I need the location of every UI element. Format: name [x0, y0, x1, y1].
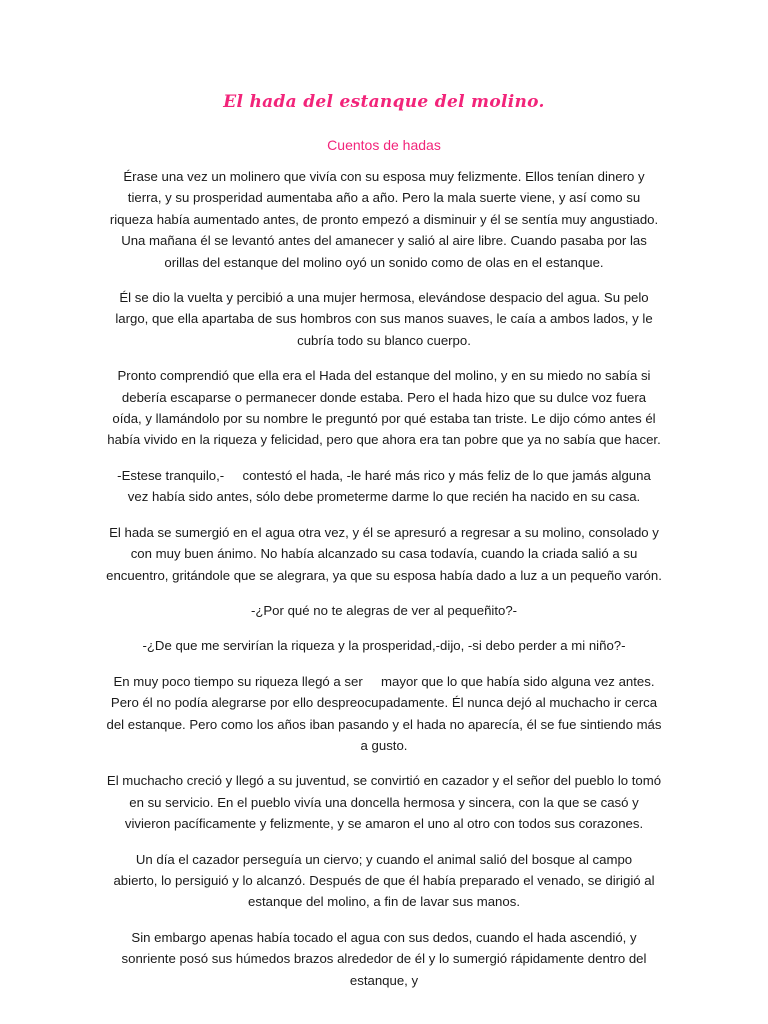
paragraph: En muy poco tiempo su riqueza llegó a ser mayor que lo que había sido alguna vez antes. Pero él no podía alegrarse por ello despreocupadamente. Él nunca dejó al muchacho ir cerca del estanque. Pero como los años iban pasando y el hada no aparecía, él se fue sintiendo más a gusto. [106, 673, 666, 753]
paragraph: -¿De que me servirían la riqueza y la prosperidad,-dijo, -si debo perder a mi niño?- [142, 638, 626, 654]
paragraph: Él se dio la vuelta y percibió a una mujer hermosa, elevándose despacio del agua. Su pelo largo, que ella apartaba de sus hombros con sus manos suaves, le caía a ambos lados, y le cubría todo su blanco cuerpo. [115, 290, 653, 348]
paragraph: El hada se sumergió en el agua otra vez, y él se apresuró a regresar a su molino, consolado y con muy buen ánimo. No había alcanzado su casa todavía, cuando la criada salió a su encuentro, gritándole que se alegrara, ya que su esposa había dado a luz a un pequeño varón. [106, 524, 662, 583]
paragraph: El muchacho creció y llegó a su juventud, se convirtió en cazador y el señor del pueblo lo tomó en su servicio. En el pueblo vivía una doncella hermosa y sincera, con la que se casó y vivieron pacíficamente y felizmente, y se amaron el uno al otro con todos sus corazones. [106, 773, 662, 832]
paragraph: Un día el cazador perseguía un ciervo; y cuando el animal salió del bosque al campo abierto, lo persiguió y lo alcanzó. Después de que él había preparado el venado, se dirigió al estanque del molino, a fin de lavar sus manos. [113, 851, 659, 910]
paragraph: -Estese tranquilo,- contestó el hada, -le haré más rico y más feliz de lo que jamás alguna vez había sido antes, sólo debe prometerme darme lo que recién ha nacido en su casa. [117, 467, 655, 505]
document-body [106, 166, 666, 1005]
document-subtitle: Cuentos de hadas [327, 137, 441, 153]
paragraph: Sin embargo apenas había tocado el agua con sus dedos, cuando el hada ascendió, y sonriente posó sus húmedos brazos alrededor de él y lo sumergió rápidamente dentro del estanque, y [121, 929, 647, 988]
paragraph: Pronto comprendió que ella era el Hada del estanque del molino, y en su miedo no sabía si debería escaparse o permanecer donde estaba. Pero el hada hizo que su dulce voz fuera oída, y llamándolo por su nombre le preguntó por qué estaba tan triste. Le dijo cómo antes él había vivido en la riqueza y felicidad, pero que ahora era tan pobre que ya no sabía que hacer. [107, 368, 661, 448]
document-title: El hada del estanque del molino. [223, 92, 545, 112]
paragraph: Érase una vez un molinero que vivía con su esposa muy felizmente. Ellos tenían dinero y tierra, y su prosperidad aumentaba año a año. Pero la mala suerte viene, y así como su riqueza había aumentado antes, de pronto empezó a disminuir y él se sentía muy angustiado. Una mañana él se levantó antes del amanecer y salió al aire libre. Cuando pasaba por las orillas del estanque del molino oyó un sonido como de olas en el estanque. [109, 169, 659, 270]
paragraph: -¿Por qué no te alegras de ver al pequeñito?- [250, 602, 518, 618]
